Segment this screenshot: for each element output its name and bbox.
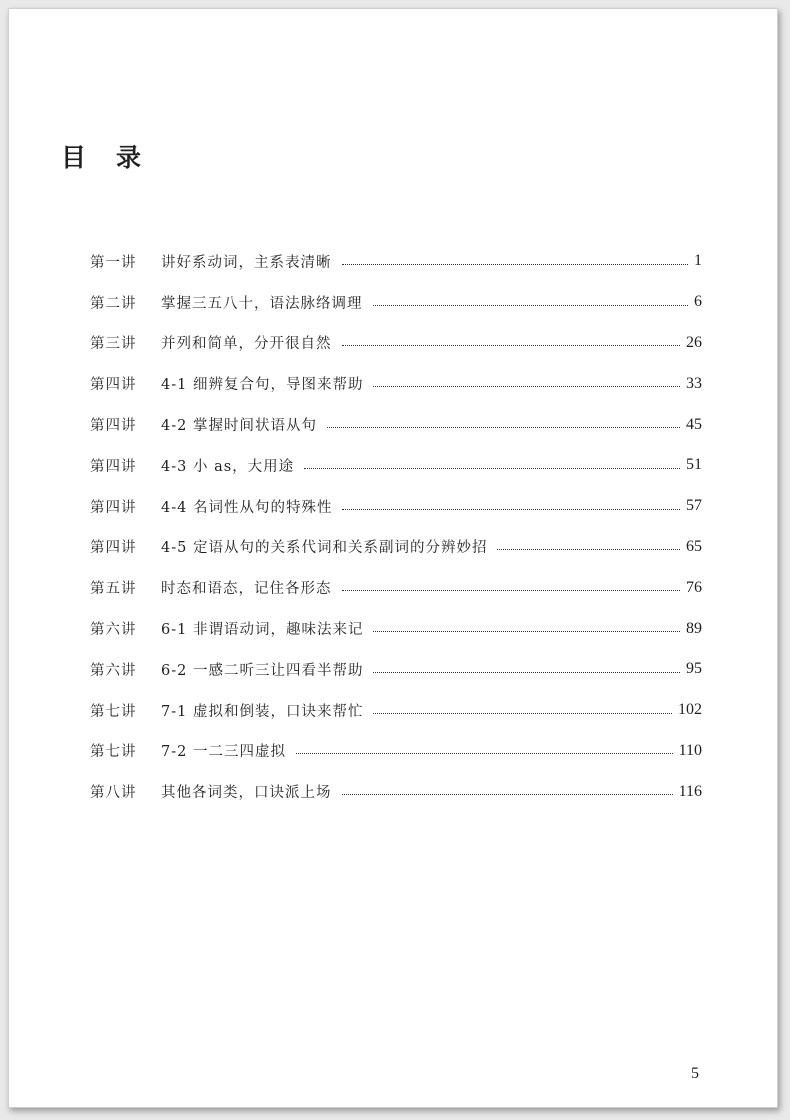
toc-title: 4-3 小 as，大用途 bbox=[161, 458, 295, 475]
toc-entry[interactable] bbox=[90, 690, 702, 731]
toc-title: 讲好系动词，主系表清晰 bbox=[161, 254, 332, 271]
toc-lecture: 第七讲 bbox=[90, 703, 137, 720]
toc-lecture: 第六讲 bbox=[90, 622, 137, 639]
toc-entry[interactable] bbox=[90, 486, 702, 527]
toc-title: 6-1 非谓语动词，趣味法来记 bbox=[161, 622, 364, 639]
toc-title: 掌握三五八十，语法脉络调理 bbox=[161, 295, 363, 312]
toc-lecture: 第四讲 bbox=[90, 377, 137, 394]
toc-entry[interactable] bbox=[90, 404, 702, 445]
toc-title: 4-4 名词性从句的特殊性 bbox=[161, 499, 333, 516]
toc-page-number: 95 bbox=[686, 660, 702, 678]
toc-entry[interactable] bbox=[90, 323, 702, 364]
toc-entry[interactable] bbox=[90, 731, 702, 772]
toc-entry[interactable] bbox=[90, 608, 702, 649]
toc-entry[interactable] bbox=[90, 241, 702, 282]
toc-lecture: 第五讲 bbox=[90, 581, 137, 598]
toc-entry[interactable] bbox=[90, 527, 702, 568]
toc-entry[interactable] bbox=[90, 771, 702, 812]
toc-page-number: 57 bbox=[686, 497, 702, 515]
dot-leader bbox=[342, 345, 681, 346]
toc-entry[interactable] bbox=[90, 282, 702, 323]
toc-lecture: 第七讲 bbox=[90, 744, 137, 761]
toc-page-number: 1 bbox=[694, 252, 702, 270]
toc-page-number: 51 bbox=[686, 456, 702, 474]
toc-page-number: 116 bbox=[678, 782, 702, 800]
toc-page-number: 76 bbox=[686, 578, 702, 596]
dot-leader bbox=[373, 713, 672, 714]
toc-lecture: 第三讲 bbox=[90, 336, 137, 353]
toc-title: 4-2 掌握时间状语从句 bbox=[161, 418, 317, 435]
toc-lecture: 第四讲 bbox=[90, 540, 137, 557]
toc-title: 4-1 细辨复合句，导图来帮助 bbox=[161, 377, 364, 394]
dot-leader bbox=[373, 305, 689, 306]
dot-leader bbox=[342, 264, 689, 265]
toc-list bbox=[90, 241, 702, 812]
dot-leader bbox=[497, 549, 680, 550]
toc-lecture: 第四讲 bbox=[90, 458, 137, 475]
toc-page-number: 33 bbox=[686, 374, 702, 392]
toc-title: 4-5 定语从句的关系代词和关系副词的分辨妙招 bbox=[161, 540, 488, 557]
dot-leader bbox=[373, 672, 680, 673]
toc-title: 6-2 一感二听三让四看半帮助 bbox=[161, 662, 364, 679]
toc-entry[interactable] bbox=[90, 567, 702, 608]
toc-lecture: 第二讲 bbox=[90, 295, 137, 312]
toc-entry[interactable] bbox=[90, 363, 702, 404]
toc-lecture: 第四讲 bbox=[90, 418, 137, 435]
dot-leader bbox=[296, 753, 673, 754]
toc-lecture: 第一讲 bbox=[90, 254, 137, 271]
page-sheet bbox=[8, 8, 778, 1108]
toc-entry[interactable] bbox=[90, 445, 702, 486]
dot-leader bbox=[304, 468, 680, 469]
toc-page-number: 65 bbox=[686, 537, 702, 555]
toc-page-number: 6 bbox=[694, 293, 702, 311]
toc-page-number: 110 bbox=[678, 741, 702, 759]
toc-lecture: 第六讲 bbox=[90, 662, 137, 679]
toc-page-number: 26 bbox=[686, 333, 702, 351]
dot-leader bbox=[342, 590, 681, 591]
toc-title: 并列和简单，分开很自然 bbox=[161, 336, 332, 353]
toc-title: 其他各词类，口诀派上场 bbox=[161, 785, 332, 802]
toc-lecture: 第八讲 bbox=[90, 785, 137, 802]
toc-entry[interactable] bbox=[90, 649, 702, 690]
toc-heading: 目录 bbox=[61, 143, 172, 172]
toc-lecture: 第四讲 bbox=[90, 499, 137, 516]
dot-leader bbox=[373, 386, 680, 387]
toc-title: 时态和语态，记住各形态 bbox=[161, 581, 332, 598]
page-number: 5 bbox=[691, 1065, 699, 1082]
dot-leader bbox=[373, 631, 680, 632]
toc-title: 7-2 一二三四虚拟 bbox=[161, 744, 286, 761]
toc-page-number: 89 bbox=[686, 619, 702, 637]
toc-title: 7-1 虚拟和倒装，口诀来帮忙 bbox=[161, 703, 364, 720]
dot-leader bbox=[342, 509, 680, 510]
toc-page-number: 102 bbox=[678, 701, 702, 719]
toc-page-number: 45 bbox=[686, 415, 702, 433]
dot-leader bbox=[342, 794, 673, 795]
dot-leader bbox=[327, 427, 680, 428]
